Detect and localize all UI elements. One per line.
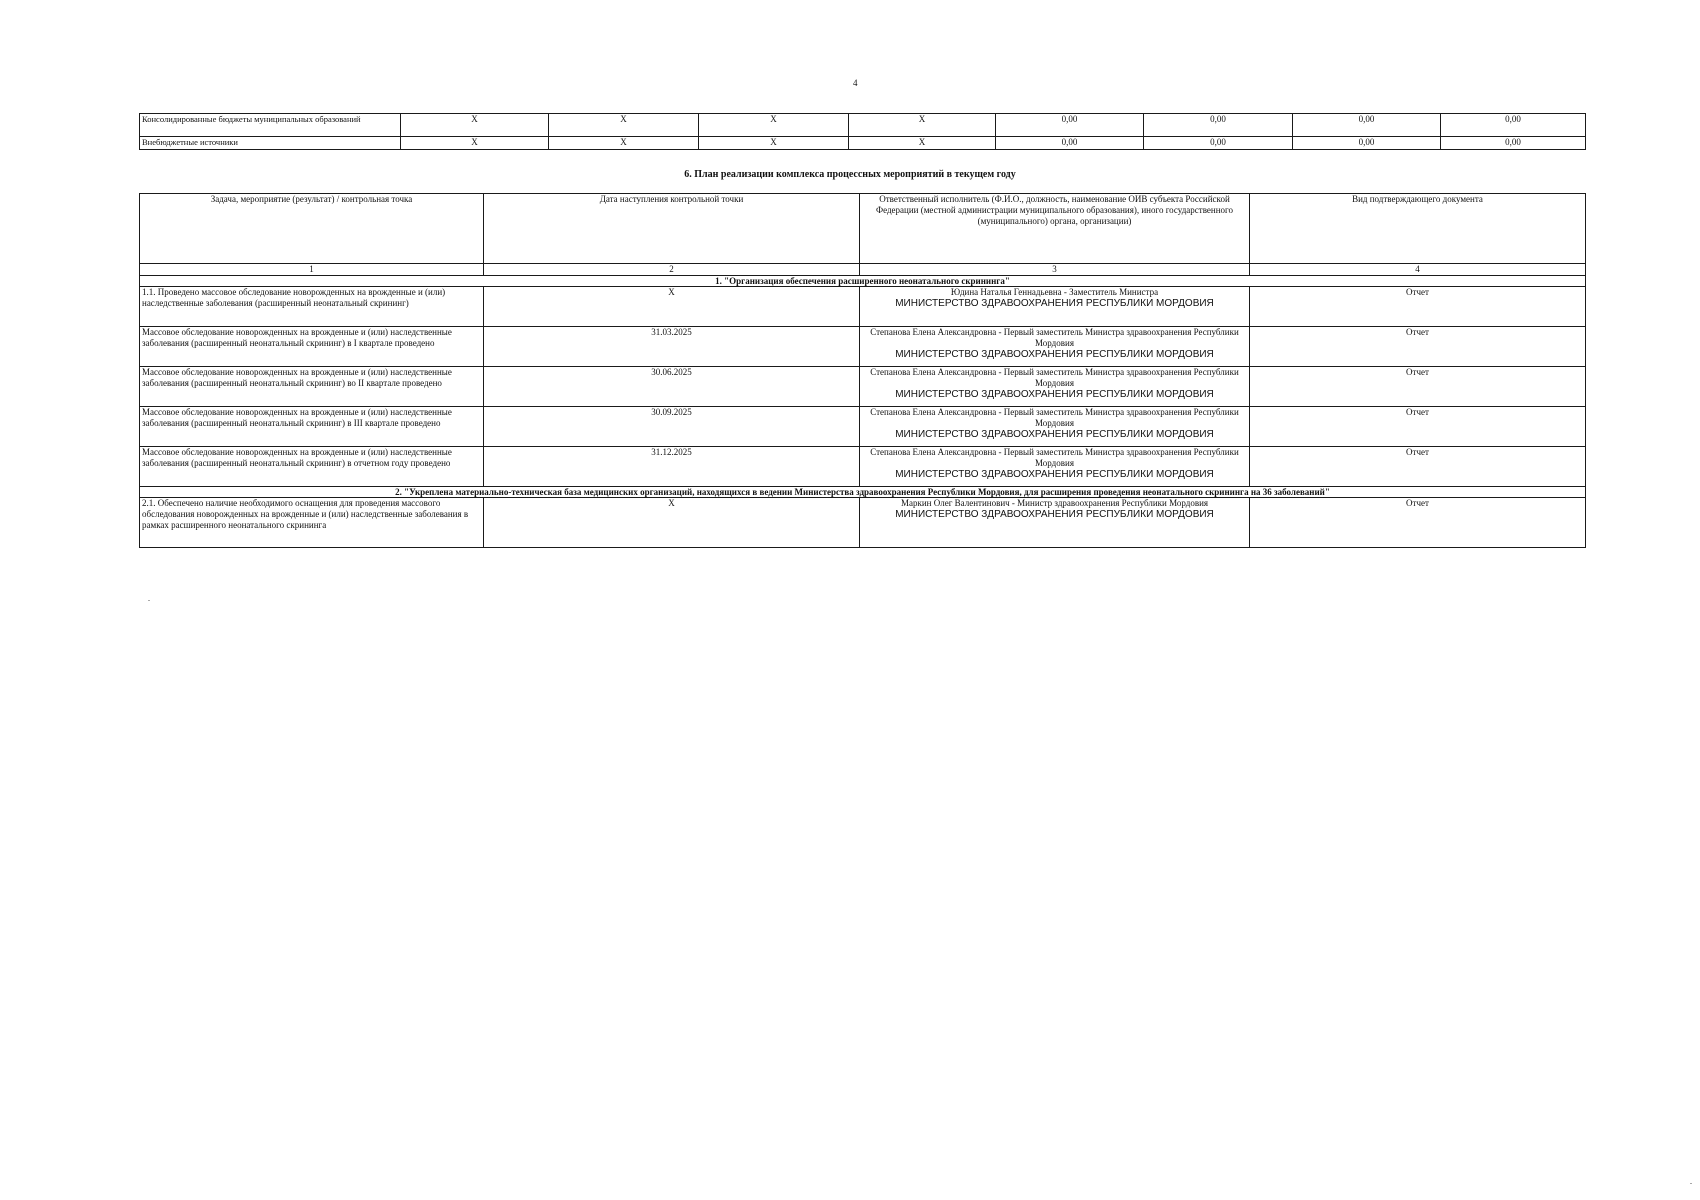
budget-sources-table	[139, 113, 1586, 150]
task-cell: 2.1. Обеспечено наличие необходимого оснащения для проведения массового обследования новорожденных на врожденные и (или) наследственные заболевания в рамках расширенного неонатального скрининга	[140, 498, 484, 548]
document-cell: Отчет	[1250, 327, 1586, 367]
task-cell: Массовое обследование новорожденных на врожденные и (или) наследственные заболевания (расширенный неонатальный скрининг) в III квартале проведено	[140, 407, 484, 447]
date-cell: 30.09.2025	[484, 407, 860, 447]
section-heading: 2. "Укреплена материально-техническая база медицинских организаций, находящихся в ведении Министерства здравоохранения Республики Мордовия, для расширения проведения неонатального скрининга на 36 заболеваний"	[140, 487, 1586, 498]
budget-row-extrabudgetary	[140, 137, 1586, 150]
header-date: Дата наступления контрольной точки	[484, 194, 860, 264]
budget-cell: 0,00	[1441, 114, 1586, 137]
responsible-organization: МИНИСТЕРСТВО ЗДРАВООХРАНЕНИЯ РЕСПУБЛИКИ МОРДОВИЯ	[895, 389, 1214, 400]
budget-row-label: Консолидированные бюджеты муниципальных образований	[140, 114, 401, 137]
column-number: 3	[860, 264, 1250, 276]
responsible-cell	[860, 498, 1250, 548]
column-number: 2	[484, 264, 860, 276]
document-cell: Отчет	[1250, 287, 1586, 327]
budget-cell: X	[549, 137, 699, 150]
date-cell: X	[484, 498, 860, 548]
plan-row	[140, 447, 1586, 487]
responsible-person: Степанова Елена Александровна - Первый заместитель Министра здравоохранения Республики Мордовия	[870, 407, 1239, 428]
responsible-organization: МИНИСТЕРСТВО ЗДРАВООХРАНЕНИЯ РЕСПУБЛИКИ МОРДОВИЯ	[895, 349, 1214, 360]
header-task: Задача, мероприятие (результат) / контрольная точка	[140, 194, 484, 264]
plan-row	[140, 287, 1586, 327]
section-row-2	[140, 487, 1586, 498]
budget-cell: 0,00	[1293, 114, 1441, 137]
responsible-person: Юдина Наталья Геннадьевна - Заместитель Министра	[950, 287, 1159, 297]
budget-cell: X	[699, 114, 849, 137]
responsible-organization: МИНИСТЕРСТВО ЗДРАВООХРАНЕНИЯ РЕСПУБЛИКИ МОРДОВИЯ	[895, 509, 1214, 520]
responsible-person: Маркин Олег Валентинович - Министр здравоохранения Республики Мордовия	[900, 498, 1209, 508]
budget-cell: 0,00	[1144, 137, 1293, 150]
responsible-organization: МИНИСТЕРСТВО ЗДРАВООХРАНЕНИЯ РЕСПУБЛИКИ МОРДОВИЯ	[895, 469, 1214, 480]
document-cell: Отчет	[1250, 498, 1586, 548]
budget-cell: X	[849, 137, 996, 150]
date-cell: X	[484, 287, 860, 327]
budget-cell: 0,00	[1441, 137, 1586, 150]
budget-cell: X	[849, 114, 996, 137]
document-cell: Отчет	[1250, 447, 1586, 487]
section-title: 6. План реализации комплекса процессных мероприятий в текущем году	[684, 169, 1016, 180]
budget-cell: X	[549, 114, 699, 137]
task-cell: Массовое обследование новорожденных на врожденные и (или) наследственные заболевания (расширенный неонатальный скрининг) во II квартале проведено	[140, 367, 484, 407]
plan-row	[140, 498, 1586, 548]
budget-cell: 0,00	[1144, 114, 1293, 137]
plan-row	[140, 327, 1586, 367]
column-number: 1	[140, 264, 484, 276]
budget-cell: 0,00	[996, 137, 1144, 150]
responsible-organization: МИНИСТЕРСТВО ЗДРАВООХРАНЕНИЯ РЕСПУБЛИКИ МОРДОВИЯ	[895, 298, 1214, 309]
responsible-person: Степанова Елена Александровна - Первый заместитель Министра здравоохранения Республики Мордовия	[870, 327, 1239, 348]
section-row-1	[140, 276, 1586, 287]
date-cell: 31.03.2025	[484, 327, 860, 367]
budget-row-municipal	[140, 114, 1586, 137]
date-cell: 30.06.2025	[484, 367, 860, 407]
document-cell: Отчет	[1250, 367, 1586, 407]
responsible-organization: МИНИСТЕРСТВО ЗДРАВООХРАНЕНИЯ РЕСПУБЛИКИ МОРДОВИЯ	[895, 429, 1214, 440]
column-number: 4	[1250, 264, 1586, 276]
responsible-person: Степанова Елена Александровна - Первый заместитель Министра здравоохранения Республики Мордовия	[870, 367, 1239, 388]
responsible-person: Степанова Елена Александровна - Первый заместитель Министра здравоохранения Республики Мордовия	[870, 447, 1239, 468]
responsible-cell	[860, 327, 1250, 367]
column-number-row	[140, 264, 1586, 276]
responsible-cell	[860, 447, 1250, 487]
task-cell: 1.1. Проведено массовое обследование новорожденных на врожденные и (или) наследственные заболевания (расширенный неонатальный скрининг)	[140, 287, 484, 327]
corner-mark: .	[1690, 1177, 1692, 1186]
budget-cell: X	[401, 114, 549, 137]
budget-row-label: Внебюджетные источники	[140, 137, 401, 150]
plan-row	[140, 407, 1586, 447]
task-cell: Массовое обследование новорожденных на врожденные и (или) наследственные заболевания (расширенный неонатальный скрининг) в отчетном году проведено	[140, 447, 484, 487]
responsible-cell	[860, 367, 1250, 407]
document-cell: Отчет	[1250, 407, 1586, 447]
budget-cell: X	[699, 137, 849, 150]
plan-header-row	[140, 194, 1586, 264]
section-heading: 1. "Организация обеспечения расширенного неонатального скрининга"	[140, 276, 1586, 287]
responsible-cell	[860, 287, 1250, 327]
header-responsible: Ответственный исполнитель (Ф.И.О., должность, наименование ОИВ субъекта Российской Федерации (местной администрации муниципального образования), иного государственного (муниципального) органа, организации)	[860, 194, 1250, 264]
scan-artifact	[148, 600, 150, 601]
page-number: 4	[853, 78, 858, 88]
budget-cell: 0,00	[996, 114, 1144, 137]
date-cell: 31.12.2025	[484, 447, 860, 487]
task-cell: Массовое обследование новорожденных на врожденные и (или) наследственные заболевания (расширенный неонатальный скрининг) в I квартале проведено	[140, 327, 484, 367]
header-document: Вид подтверждающего документа	[1250, 194, 1586, 264]
budget-cell: 0,00	[1293, 137, 1441, 150]
budget-cell: X	[401, 137, 549, 150]
plan-row	[140, 367, 1586, 407]
process-plan-table	[139, 193, 1586, 548]
responsible-cell	[860, 407, 1250, 447]
